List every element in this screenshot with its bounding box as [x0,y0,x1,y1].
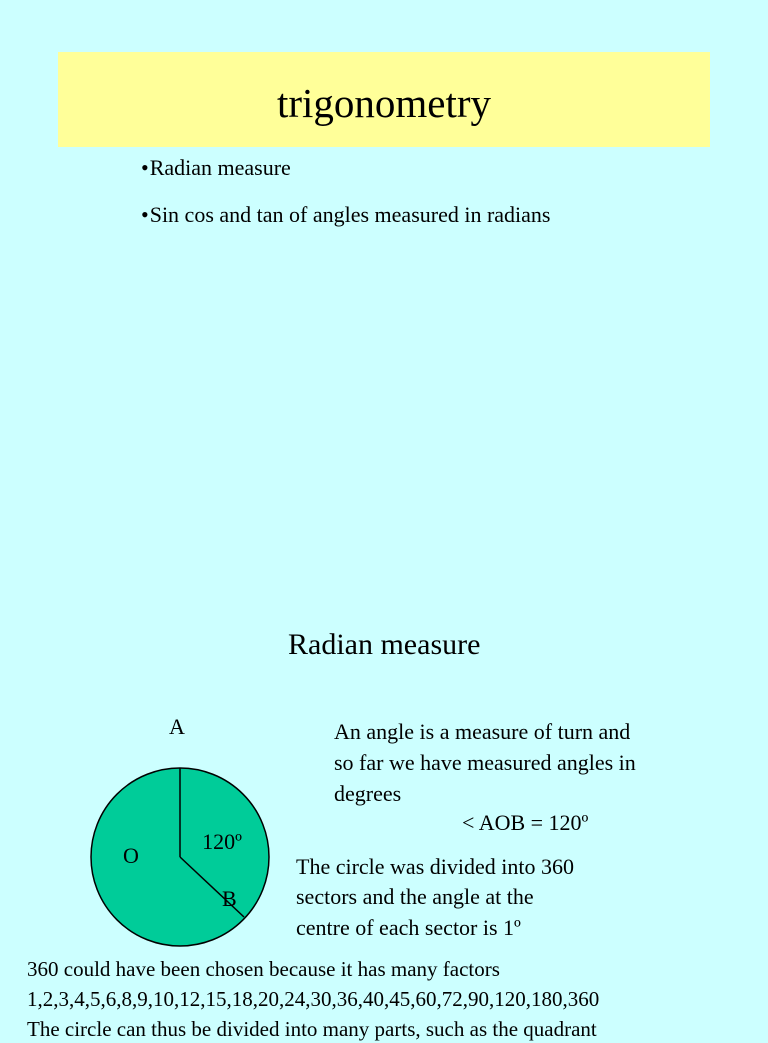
slide-title: Radian measure [288,628,481,661]
slide-title: trigonometry [276,80,492,126]
point-label-a: A [169,714,185,739]
slide-radian-measure [0,590,768,1041]
title-banner [58,52,710,147]
paragraph-line: centre of each sector is 1º [296,915,521,940]
bullet-item [141,202,550,228]
angle-equation: < AOB = 120º [462,810,589,835]
bullet-text: Sin cos and tan of angles measured in radians [149,202,551,227]
paragraph-line: sectors and the angle at the [296,884,534,909]
paragraph-line: The circle was divided into 360 [296,854,574,879]
paragraph-line: An angle is a measure of turn and [334,719,631,744]
paragraph-line: 360 could have been chosen because it has many factors [27,957,500,981]
point-label-o: O [123,843,139,868]
bullet-marker: • [141,202,149,227]
paragraph-line: so far we have measured angles in [334,750,636,775]
point-label-b: B [222,886,237,911]
factor-list: 1,2,3,4,5,6,8,9,10,12,15,18,20,24,30,36,40,45,60,72,90,120,180,360 [27,987,600,1011]
bullet-text: Radian measure [149,155,291,180]
bullet-item [141,155,291,181]
angle-label: 120º [202,829,242,854]
paragraph-line: The circle can thus be divided into many parts, such as the quadrant [27,1017,597,1041]
paragraph-line: degrees [334,781,402,806]
bullet-marker: • [141,155,149,180]
circle-diagram [80,650,280,920]
